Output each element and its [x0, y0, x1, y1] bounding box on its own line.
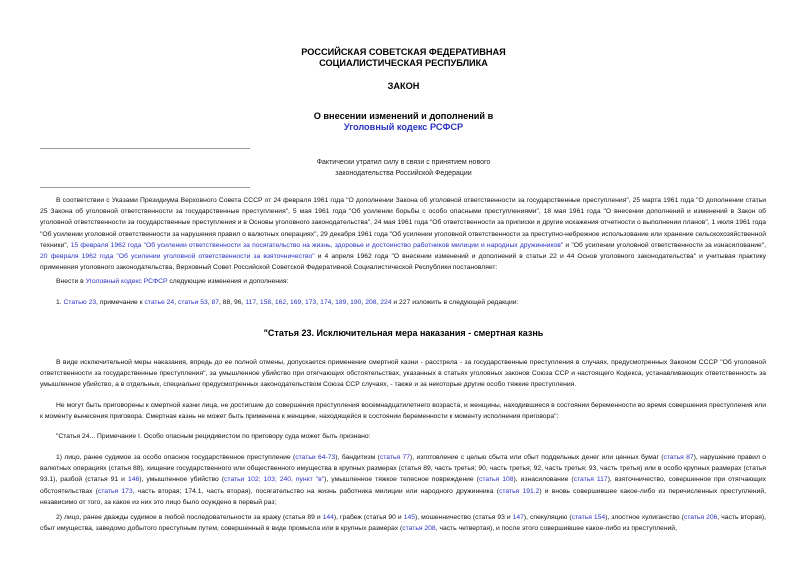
recidivist-item-2: 2) лицо, ранее дважды судимое в любой последовательности за кражу (статья 89 и 144), грабеж (статья 90 и 145), мошенничество (статья 93 и 147), спекуляцию (статья 154), злостное хулиганство (статья 206, часть вторая), сбыт имущества, заведомо добытого преступным путем, совершенный в виде промысла или в крупных размерах (статья 208, часть четвертая), и после этого совершившее какое-либо из преступлений, [40, 514, 766, 533]
law-title: ЗАКОН [387, 81, 420, 91]
criminal-code-link[interactable]: Уголовный кодекс РСФСР [85, 278, 168, 285]
article-77-link[interactable]: статья 77 [379, 454, 410, 461]
article-108-link[interactable]: статья 108 [478, 476, 514, 484]
article-117-link-2[interactable]: статья 117 [573, 476, 608, 484]
article-53-link[interactable]: статьи 53 [177, 299, 208, 306]
preamble-paragraph: В соответствии с Указами Президиума Верховного Совета СССР от 24 февраля 1961 года "О дополнении Закона об уголовной ответственности за государственные преступления", 25 марта 1961 года "О дополнении статьи 25 Закона об уголовной ответственности за государственные преступления", 5 мая 1961 года "Об усилении борьбы с особо опасными преступлениями", 18 мая 1961 года "О внесении дополнений и изменений в Закон об уголовной ответственности за государственные преступления и в Основы уголовного законодательства", 24 мая 1961 года "Об ответственности за приписки и другие искажения отчетности о выполнении планов", 1 июля 1961 года "Об усилении уголовной ответственности за нарушения правил о валютных операциях", 29 декабря 1961 года "Об усилении уголовной ответственности за преступно-небрежное использование или хранение сельскохозяйственной техники", 15 февраля 1962 года "Об усилении ответственности за посягательство на жизнь, здоровье и достоинство работников милиции и народных дружинников" и "Об усилении уголовной ответственности за изнасилование", 20 февраля 1962 года "Об усилении уголовной ответственности за взяточничество" и 4 апреля 1962 года "О внесении изменений и дополнений в статьи 22 и 44 Основ уголовного законодательства" и учитывая практику применения уголовного законодательства, Верховный Совет Российской Советской Федеративной Социалистической Республики постановляет: [40, 197, 766, 272]
item-1-paragraph: 1. Статью 23, примечание к статье 24, статьи 53, 87, 88, 96, 117, 158, 162, 169, 173, 174, 189, 190, 208, 224 и 227 изложить в следующей редакции: [56, 299, 519, 306]
article-146-link[interactable]: 146 [127, 476, 140, 484]
article-173-link[interactable]: 173 [305, 299, 317, 306]
divider-bottom [40, 187, 250, 188]
status-note-line-2: законодательства Российской Федерации [335, 170, 472, 177]
death-penalty-paragraph-1: В виде исключительной меры наказания, впредь до ее полной отмены, допускается применение смертной казни - расстрела - за государственные преступления в случаях, предусмотренных Законом СССР "Об уголовной ответственности за государственные преступления", за умышленное убийство при отягчающих обстоятельствах, указанных в статьях уголовных законов Союза ССР и настоящего Кодекса, устанавливающих ответственность за умышленное убийство, а в отдельных, специально предусмотренных законодательством Союза ССР случаях, - также и за некоторые другие особо тяжкие преступления. [40, 359, 766, 389]
intro-paragraph: Внести в Уголовный кодекс РСФСР следующие изменения и дополнения: [56, 278, 289, 285]
article-144-link[interactable]: 144 [322, 514, 334, 521]
article-162-link[interactable]: 162 [274, 299, 287, 306]
header-line-1: РОССИЙСКАЯ СОВЕТСКАЯ ФЕДЕРАТИВНАЯ [301, 47, 506, 57]
article-117-link[interactable]: 117 [245, 299, 257, 306]
decree-link-1962-02-15[interactable]: 15 февраля 1962 года "Об усилении ответственности за посягательство на жизнь, здоровье и достоинство работников милиции и народных дружинников" [70, 241, 564, 249]
article-147-link[interactable]: 147 [512, 514, 524, 521]
decree-link-1962-02-20[interactable]: 20 февраля 1962 года "Об усилении уголовной ответственности за взяточничество" [40, 253, 315, 261]
criminal-code-link-heading[interactable]: Уголовный кодекс РСФСР [343, 122, 464, 132]
article-173-link-2[interactable]: статья 173 [97, 487, 133, 495]
article-154-link[interactable]: статья 154 [571, 514, 606, 521]
article-169-link[interactable]: 169 [289, 299, 302, 306]
article-87-link[interactable]: 87 [211, 299, 220, 306]
article-145-link[interactable]: 145 [403, 514, 415, 521]
status-note-line-1: Фактически утратил силу в связи с принятием нового [316, 159, 491, 166]
article-206-link[interactable]: статья 206 [683, 514, 718, 521]
article-191-2-link[interactable]: статья 191.2 [498, 487, 540, 495]
article-87-link-2[interactable]: статья 87 [663, 454, 694, 461]
article-174-link[interactable]: 174 [320, 299, 332, 306]
article-208-link-2[interactable]: статья 208 [402, 525, 436, 533]
article-208-link[interactable]: 208 [365, 299, 377, 306]
header-line-2: СОЦИАЛИСТИЧЕСКАЯ РЕСПУБЛИКА [319, 58, 488, 68]
recidivist-item-1: 1) лицо, ранее судимое за особо опасное государственное преступление (статьи 64-73), бандитизм (статья 77), изготовление с целью сбыта или сбыт поддельных денег или ценных бумаг (статья 87), нарушение правил о валютных операциях (статья 88), хищение государственного или общественного имущества в крупных размерах (статья 89, часть третья; 90, часть третья; 92, часть третья; 93, часть третья) или в особо крупных размерах (статья 93.1), разбой (статья 91 и 146), умышленное убийство (статьи 102; 103; 240, пункт "в"), умышленное тяжкое телесное повреждение (статья 108), изнасилование (статья 117), взяточничество, совершенное при отягчающих обстоятельствах (статья 173, часть вторая; 174.1, часть вторая), посягательство на жизнь работника милиции или народного дружинника (статья 191.2) и вновь совершившее какое-либо из перечисленных преступлений, независимо от того, за какое из них это лицо было осуждено в первый раз; [40, 454, 766, 506]
article-190-link[interactable]: 190 [350, 299, 362, 306]
divider-top [40, 148, 250, 149]
article-23-heading: "Статья 23. Исключительная мера наказания - смертная казнь [263, 328, 544, 338]
articles-102-103-240-link[interactable]: статьи 102; 103; 240, пункт "в" [224, 476, 325, 484]
article-24-note-paragraph: "Статья 24... Примечание I. Особо опасным рецидивистом по приговору суда может быть признано: [56, 433, 371, 440]
law-subject: О внесении изменений и дополнений в [313, 111, 494, 121]
death-penalty-paragraph-2: Не могут быть приговорены к смертной казни лица, не достигшие до совершения преступления восемнадцатилетнего возраста, и женщины, находившиеся в состоянии беременности во время совершения преступления или к моменту вынесения приговора. Смертная казнь не может быть применена к женщине, находящейся в состоянии беременности к моменту исполнения приговора"; [40, 402, 766, 421]
article-23-link[interactable]: Статью 23 [63, 299, 97, 306]
article-224-link[interactable]: 224 [380, 299, 392, 306]
articles-64-73-link[interactable]: статьи 64-73 [295, 454, 336, 461]
article-158-link[interactable]: 158 [259, 299, 272, 306]
article-24-link[interactable]: статье 24 [144, 299, 175, 306]
article-189-link[interactable]: 189 [335, 299, 347, 306]
